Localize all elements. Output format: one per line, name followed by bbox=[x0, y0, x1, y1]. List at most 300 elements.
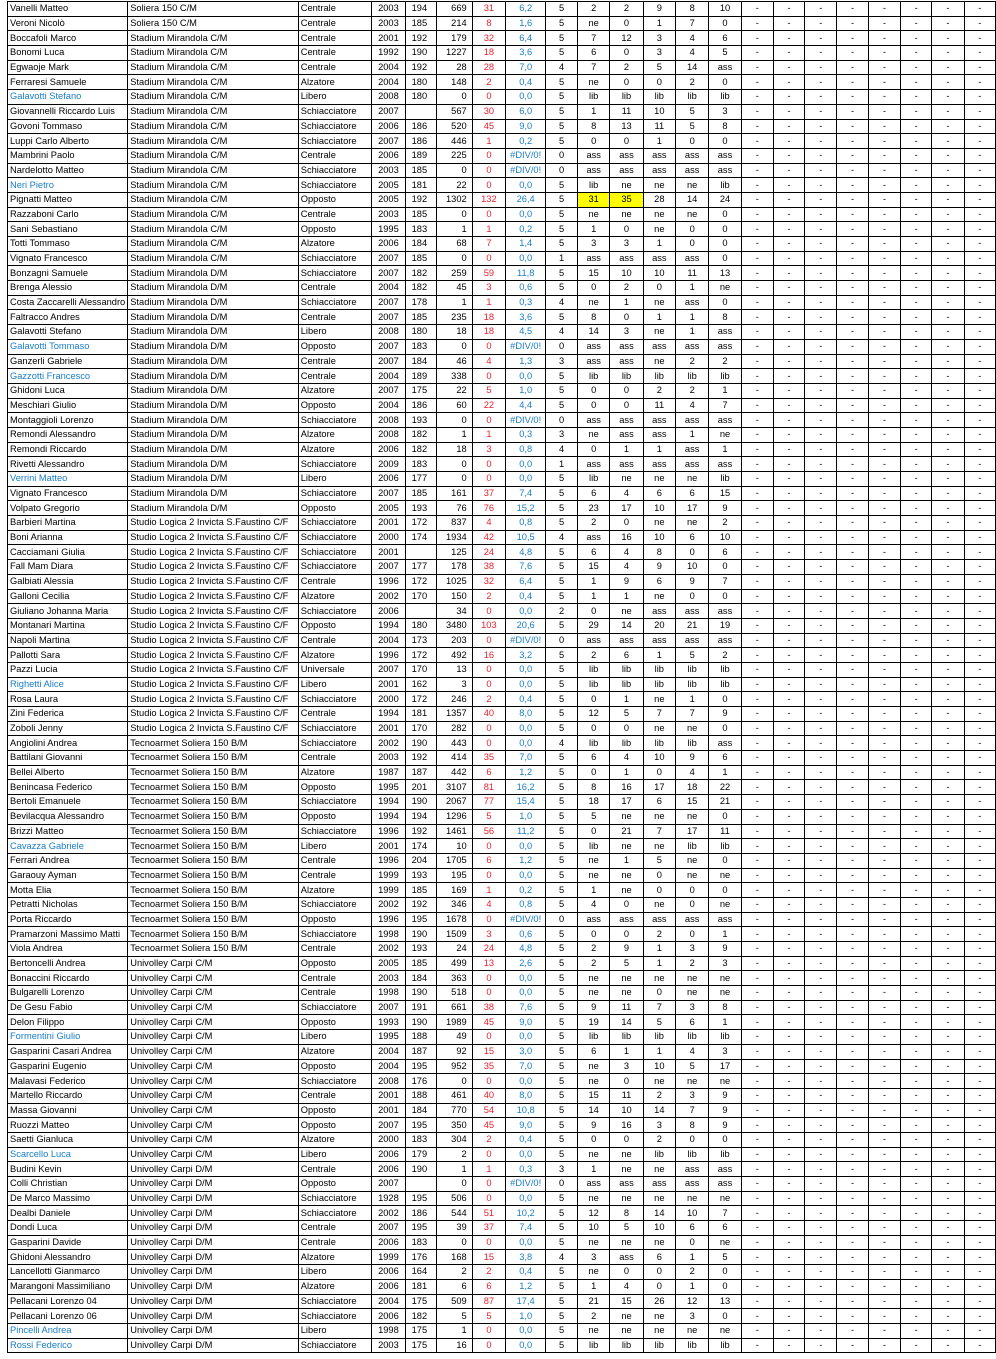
game-2-cell: ne bbox=[610, 1147, 643, 1162]
height-cell: 182 bbox=[405, 266, 436, 281]
empty-stat-cell: - bbox=[773, 1177, 804, 1192]
empty-stat-cell: - bbox=[868, 486, 900, 501]
year-cell: 2001 bbox=[372, 516, 405, 531]
empty-stat-cell: - bbox=[741, 90, 773, 105]
height-cell: 162 bbox=[405, 677, 436, 692]
average-cell: 0,2 bbox=[506, 222, 546, 237]
player-name-cell: Ghidoni Luca bbox=[8, 383, 128, 398]
game-3-cell: 5 bbox=[643, 1015, 675, 1030]
year-cell: 2007 bbox=[372, 310, 405, 325]
attacks-cell: 0 bbox=[472, 1030, 505, 1045]
empty-stat-cell: - bbox=[868, 883, 900, 898]
height-cell: 195 bbox=[405, 1191, 436, 1206]
table-row bbox=[8, 721, 996, 736]
game-2-cell: 16 bbox=[610, 780, 643, 795]
empty-stat-cell: - bbox=[868, 16, 900, 31]
empty-stat-cell: - bbox=[773, 325, 804, 340]
empty-stat-cell: - bbox=[837, 90, 868, 105]
average-cell: 7,4 bbox=[506, 486, 546, 501]
game-1-cell: 2 bbox=[577, 648, 609, 663]
game-3-cell: 10 bbox=[643, 104, 675, 119]
attacks-cell: 0 bbox=[472, 178, 505, 193]
empty-stat-cell: - bbox=[932, 574, 964, 589]
empty-stat-cell: - bbox=[900, 1265, 931, 1280]
empty-stat-cell: - bbox=[964, 16, 995, 31]
matches-cell: 4 bbox=[546, 60, 578, 75]
game-5-cell: 11 bbox=[709, 824, 741, 839]
empty-stat-cell: - bbox=[964, 1235, 995, 1250]
empty-stat-cell: - bbox=[932, 604, 964, 619]
empty-stat-cell: - bbox=[900, 839, 931, 854]
attacks-cell: 4 bbox=[472, 516, 505, 531]
game-4-cell: 3 bbox=[676, 1088, 709, 1103]
height-cell: 191 bbox=[405, 1000, 436, 1015]
empty-stat-cell: - bbox=[805, 119, 837, 134]
empty-stat-cell: - bbox=[837, 237, 868, 252]
game-1-cell: 12 bbox=[577, 707, 609, 722]
empty-stat-cell: - bbox=[964, 1294, 995, 1309]
game-3-cell: 10 bbox=[643, 266, 675, 281]
empty-stat-cell: - bbox=[900, 1044, 931, 1059]
empty-stat-cell: - bbox=[964, 1309, 995, 1324]
empty-stat-cell: - bbox=[900, 1250, 931, 1265]
empty-stat-cell: - bbox=[868, 1000, 900, 1015]
team-cell: Stadium Mirandola D/M bbox=[128, 295, 299, 310]
empty-stat-cell: - bbox=[932, 60, 964, 75]
total-cell: 509 bbox=[437, 1294, 473, 1309]
empty-stat-cell: - bbox=[805, 530, 837, 545]
game-4-cell: 1 bbox=[676, 310, 709, 325]
year-cell: 2004 bbox=[372, 398, 405, 413]
game-2-cell: lib bbox=[610, 1030, 643, 1045]
matches-cell: 5 bbox=[546, 207, 578, 222]
empty-stat-cell: - bbox=[964, 339, 995, 354]
matches-cell: 3 bbox=[546, 1162, 578, 1177]
empty-stat-cell: - bbox=[900, 237, 931, 252]
matches-cell: 5 bbox=[546, 1221, 578, 1236]
game-5-cell: 5 bbox=[709, 1250, 741, 1265]
matches-cell: 1 bbox=[546, 457, 578, 472]
empty-stat-cell: - bbox=[932, 1015, 964, 1030]
empty-stat-cell: - bbox=[805, 633, 837, 648]
empty-stat-cell: - bbox=[868, 1088, 900, 1103]
attacks-cell: 0 bbox=[472, 1177, 505, 1192]
year-cell: 2003 bbox=[372, 2, 405, 17]
total-cell: 0 bbox=[437, 163, 473, 178]
height-cell: 192 bbox=[405, 751, 436, 766]
matches-cell: 5 bbox=[546, 986, 578, 1001]
empty-stat-cell: - bbox=[773, 1088, 804, 1103]
empty-stat-cell: - bbox=[773, 809, 804, 824]
empty-stat-cell: - bbox=[837, 442, 868, 457]
game-5-cell: 0 bbox=[709, 1309, 741, 1324]
year-cell: 2006 bbox=[372, 119, 405, 134]
empty-stat-cell: - bbox=[805, 383, 837, 398]
empty-stat-cell: - bbox=[773, 707, 804, 722]
player-name-cell: Faltracco Andres bbox=[8, 310, 128, 325]
matches-cell: 4 bbox=[546, 736, 578, 751]
game-4-cell: 8 bbox=[676, 2, 709, 17]
team-cell: Stadium Mirandola D/M bbox=[128, 472, 299, 487]
game-2-cell: ass bbox=[610, 633, 643, 648]
empty-stat-cell: - bbox=[868, 1059, 900, 1074]
table-row bbox=[8, 1118, 996, 1133]
game-3-cell: ne bbox=[643, 1162, 675, 1177]
empty-stat-cell: - bbox=[964, 721, 995, 736]
team-cell: Stadium Mirandola C/M bbox=[128, 222, 299, 237]
matches-cell: 0 bbox=[546, 633, 578, 648]
empty-stat-cell: - bbox=[868, 530, 900, 545]
empty-stat-cell: - bbox=[837, 192, 868, 207]
average-cell: 0,0 bbox=[506, 1074, 546, 1089]
empty-stat-cell: - bbox=[741, 633, 773, 648]
game-5-cell: 1 bbox=[709, 927, 741, 942]
empty-stat-cell: - bbox=[900, 310, 931, 325]
empty-stat-cell: - bbox=[805, 751, 837, 766]
table-row bbox=[8, 1015, 996, 1030]
game-1-cell: ass bbox=[577, 148, 609, 163]
empty-stat-cell: - bbox=[900, 369, 931, 384]
height-cell: 193 bbox=[405, 413, 436, 428]
table-row bbox=[8, 325, 996, 340]
game-3-cell: 2 bbox=[643, 1132, 675, 1147]
average-cell: 7,6 bbox=[506, 560, 546, 575]
empty-stat-cell: - bbox=[932, 1294, 964, 1309]
empty-stat-cell: - bbox=[773, 295, 804, 310]
player-name-cell: Meschiari Giulio bbox=[8, 398, 128, 413]
average-cell: 6,2 bbox=[506, 2, 546, 17]
average-cell: 16,2 bbox=[506, 780, 546, 795]
empty-stat-cell: - bbox=[964, 868, 995, 883]
average-cell: 6,0 bbox=[506, 104, 546, 119]
year-cell: 2007 bbox=[372, 251, 405, 266]
average-cell: 1,6 bbox=[506, 16, 546, 31]
matches-cell: 5 bbox=[546, 178, 578, 193]
game-3-cell: ass bbox=[643, 604, 675, 619]
game-3-cell: ne bbox=[643, 1323, 675, 1338]
game-5-cell: 0 bbox=[709, 16, 741, 31]
empty-stat-cell: - bbox=[900, 148, 931, 163]
empty-stat-cell: - bbox=[964, 1162, 995, 1177]
empty-stat-cell: - bbox=[932, 765, 964, 780]
empty-stat-cell: - bbox=[741, 325, 773, 340]
empty-stat-cell: - bbox=[868, 163, 900, 178]
empty-stat-cell: - bbox=[741, 442, 773, 457]
game-1-cell: 8 bbox=[577, 780, 609, 795]
empty-stat-cell: - bbox=[773, 1030, 804, 1045]
empty-stat-cell: - bbox=[837, 1103, 868, 1118]
game-1-cell: 2 bbox=[577, 516, 609, 531]
empty-stat-cell: - bbox=[805, 574, 837, 589]
empty-stat-cell: - bbox=[932, 809, 964, 824]
empty-stat-cell: - bbox=[805, 545, 837, 560]
game-4-cell: lib bbox=[676, 662, 709, 677]
game-2-cell: 3 bbox=[610, 237, 643, 252]
game-1-cell: ass bbox=[577, 354, 609, 369]
game-5-cell: ass bbox=[709, 604, 741, 619]
year-cell: 1996 bbox=[372, 824, 405, 839]
table-row bbox=[8, 1191, 996, 1206]
attacks-cell: 40 bbox=[472, 1088, 505, 1103]
year-cell: 2005 bbox=[372, 501, 405, 516]
player-name-cell: Vanelli Matteo bbox=[8, 2, 128, 17]
game-2-cell: 4 bbox=[610, 486, 643, 501]
game-3-cell: 14 bbox=[643, 1103, 675, 1118]
total-cell: 18 bbox=[437, 325, 473, 340]
year-cell: 2002 bbox=[372, 942, 405, 957]
player-name-cell: Govoni Tommaso bbox=[8, 119, 128, 134]
empty-stat-cell: - bbox=[837, 839, 868, 854]
game-4-cell: 0 bbox=[676, 927, 709, 942]
game-4-cell: 0 bbox=[676, 1235, 709, 1250]
empty-stat-cell: - bbox=[837, 824, 868, 839]
average-cell: 0,6 bbox=[506, 927, 546, 942]
empty-stat-cell: - bbox=[773, 369, 804, 384]
empty-stat-cell: - bbox=[805, 662, 837, 677]
empty-stat-cell: - bbox=[900, 721, 931, 736]
empty-stat-cell: - bbox=[932, 1206, 964, 1221]
role-cell: Libero bbox=[298, 1265, 371, 1280]
game-1-cell: ne bbox=[577, 1265, 609, 1280]
empty-stat-cell: - bbox=[964, 104, 995, 119]
game-2-cell: ass bbox=[610, 457, 643, 472]
empty-stat-cell: - bbox=[805, 692, 837, 707]
empty-stat-cell: - bbox=[741, 237, 773, 252]
game-4-cell: 2 bbox=[676, 1265, 709, 1280]
empty-stat-cell: - bbox=[773, 1221, 804, 1236]
average-cell: 8,0 bbox=[506, 707, 546, 722]
game-1-cell: 0 bbox=[577, 824, 609, 839]
empty-stat-cell: - bbox=[741, 516, 773, 531]
empty-stat-cell: - bbox=[741, 1162, 773, 1177]
year-cell: 2008 bbox=[372, 1074, 405, 1089]
matches-cell: 5 bbox=[546, 1147, 578, 1162]
average-cell: 0,2 bbox=[506, 134, 546, 149]
matches-cell: 5 bbox=[546, 1000, 578, 1015]
empty-stat-cell: - bbox=[900, 707, 931, 722]
game-3-cell: lib bbox=[643, 90, 675, 105]
game-4-cell: ne bbox=[676, 809, 709, 824]
role-cell: Alzatore bbox=[298, 1044, 371, 1059]
empty-stat-cell: - bbox=[868, 1294, 900, 1309]
empty-stat-cell: - bbox=[900, 2, 931, 17]
height-cell: 204 bbox=[405, 853, 436, 868]
empty-stat-cell: - bbox=[805, 1177, 837, 1192]
year-cell: 2007 bbox=[372, 295, 405, 310]
game-3-cell: 1 bbox=[643, 16, 675, 31]
empty-stat-cell: - bbox=[932, 178, 964, 193]
empty-stat-cell: - bbox=[900, 1191, 931, 1206]
table-row bbox=[8, 1074, 996, 1089]
role-cell: Schiacciatore bbox=[298, 119, 371, 134]
empty-stat-cell: - bbox=[773, 192, 804, 207]
average-cell: 8,0 bbox=[506, 1088, 546, 1103]
empty-stat-cell: - bbox=[868, 1147, 900, 1162]
game-3-cell: 0 bbox=[643, 1279, 675, 1294]
empty-stat-cell: - bbox=[868, 677, 900, 692]
game-1-cell: 14 bbox=[577, 1103, 609, 1118]
empty-stat-cell: - bbox=[868, 295, 900, 310]
matches-cell: 5 bbox=[546, 883, 578, 898]
empty-stat-cell: - bbox=[932, 853, 964, 868]
empty-stat-cell: - bbox=[741, 956, 773, 971]
empty-stat-cell: - bbox=[964, 1074, 995, 1089]
game-4-cell: 4 bbox=[676, 1044, 709, 1059]
game-5-cell: 0 bbox=[709, 1132, 741, 1147]
game-4-cell: ass bbox=[676, 163, 709, 178]
role-cell: Libero bbox=[298, 839, 371, 854]
table-row bbox=[8, 1162, 996, 1177]
game-3-cell: 2 bbox=[643, 927, 675, 942]
empty-stat-cell: - bbox=[932, 413, 964, 428]
attacks-cell: 7 bbox=[472, 237, 505, 252]
game-1-cell: 1 bbox=[577, 574, 609, 589]
team-cell: Stadium Mirandola D/M bbox=[128, 266, 299, 281]
table-row bbox=[8, 60, 996, 75]
empty-stat-cell: - bbox=[868, 369, 900, 384]
empty-stat-cell: - bbox=[837, 148, 868, 163]
total-cell: 837 bbox=[437, 516, 473, 531]
empty-stat-cell: - bbox=[964, 1132, 995, 1147]
year-cell: 2007 bbox=[372, 266, 405, 281]
empty-stat-cell: - bbox=[932, 677, 964, 692]
game-1-cell: ne bbox=[577, 75, 609, 90]
table-row bbox=[8, 2, 996, 17]
year-cell: 2001 bbox=[372, 31, 405, 46]
game-3-cell: 9 bbox=[643, 2, 675, 17]
empty-stat-cell: - bbox=[964, 486, 995, 501]
empty-stat-cell: - bbox=[868, 589, 900, 604]
player-name-cell: Boni Arianna bbox=[8, 530, 128, 545]
game-3-cell: ne bbox=[643, 325, 675, 340]
team-cell: Studio Logica 2 Invicta S.Faustino C/F bbox=[128, 530, 299, 545]
game-4-cell: ass bbox=[676, 148, 709, 163]
total-cell: 16 bbox=[437, 1338, 473, 1353]
role-cell: Alzatore bbox=[298, 589, 371, 604]
empty-stat-cell: - bbox=[741, 589, 773, 604]
game-2-cell: ne bbox=[610, 1162, 643, 1177]
game-4-cell: 3 bbox=[676, 942, 709, 957]
total-cell: 203 bbox=[437, 633, 473, 648]
total-cell: 45 bbox=[437, 281, 473, 296]
table-row bbox=[8, 1323, 996, 1338]
empty-stat-cell: - bbox=[773, 178, 804, 193]
matches-cell: 5 bbox=[546, 721, 578, 736]
team-cell: Stadium Mirandola D/M bbox=[128, 427, 299, 442]
empty-stat-cell: - bbox=[773, 427, 804, 442]
game-3-cell: lib bbox=[643, 1147, 675, 1162]
table-row bbox=[8, 1250, 996, 1265]
empty-stat-cell: - bbox=[900, 765, 931, 780]
attacks-cell: 56 bbox=[472, 824, 505, 839]
total-cell: 0 bbox=[437, 90, 473, 105]
average-cell: 3,2 bbox=[506, 648, 546, 663]
game-1-cell: 0 bbox=[577, 927, 609, 942]
game-4-cell: 9 bbox=[676, 574, 709, 589]
matches-cell: 5 bbox=[546, 574, 578, 589]
matches-cell: 5 bbox=[546, 868, 578, 883]
game-5-cell: ne bbox=[709, 1235, 741, 1250]
empty-stat-cell: - bbox=[741, 339, 773, 354]
empty-stat-cell: - bbox=[837, 633, 868, 648]
empty-stat-cell: - bbox=[964, 1000, 995, 1015]
height-cell: 201 bbox=[405, 780, 436, 795]
height-cell: 185 bbox=[405, 310, 436, 325]
game-2-cell: ass bbox=[610, 339, 643, 354]
empty-stat-cell: - bbox=[837, 1250, 868, 1265]
game-2-cell: 0 bbox=[610, 721, 643, 736]
empty-stat-cell: - bbox=[805, 809, 837, 824]
empty-stat-cell: - bbox=[868, 751, 900, 766]
empty-stat-cell: - bbox=[900, 560, 931, 575]
game-1-cell: ass bbox=[577, 251, 609, 266]
team-cell: Studio Logica 2 Invicta S.Faustino C/F bbox=[128, 648, 299, 663]
empty-stat-cell: - bbox=[868, 281, 900, 296]
empty-stat-cell: - bbox=[741, 839, 773, 854]
empty-stat-cell: - bbox=[805, 942, 837, 957]
empty-stat-cell: - bbox=[868, 1132, 900, 1147]
empty-stat-cell: - bbox=[741, 1015, 773, 1030]
empty-stat-cell: - bbox=[932, 912, 964, 927]
empty-stat-cell: - bbox=[773, 516, 804, 531]
role-cell: Centrale bbox=[298, 207, 371, 222]
average-cell: 26,4 bbox=[506, 192, 546, 207]
game-5-cell: ass bbox=[709, 339, 741, 354]
empty-stat-cell: - bbox=[837, 677, 868, 692]
empty-stat-cell: - bbox=[773, 765, 804, 780]
game-3-cell: 2 bbox=[643, 383, 675, 398]
empty-stat-cell: - bbox=[805, 1074, 837, 1089]
attacks-cell: 45 bbox=[472, 1118, 505, 1133]
empty-stat-cell: - bbox=[932, 868, 964, 883]
empty-stat-cell: - bbox=[932, 1279, 964, 1294]
average-cell: 0,0 bbox=[506, 1323, 546, 1338]
empty-stat-cell: - bbox=[741, 809, 773, 824]
table-row bbox=[8, 1059, 996, 1074]
total-cell: 259 bbox=[437, 266, 473, 281]
empty-stat-cell: - bbox=[932, 1118, 964, 1133]
game-3-cell: ne bbox=[643, 692, 675, 707]
role-cell: Libero bbox=[298, 1147, 371, 1162]
game-2-cell: 21 bbox=[610, 824, 643, 839]
game-2-cell: 1 bbox=[610, 765, 643, 780]
empty-stat-cell: - bbox=[900, 457, 931, 472]
total-cell: 1 bbox=[437, 427, 473, 442]
height-cell bbox=[405, 1177, 436, 1192]
empty-stat-cell: - bbox=[805, 325, 837, 340]
empty-stat-cell: - bbox=[868, 472, 900, 487]
team-cell: Stadium Mirandola D/M bbox=[128, 369, 299, 384]
table-row bbox=[8, 134, 996, 149]
role-cell: Alzatore bbox=[298, 383, 371, 398]
empty-stat-cell: - bbox=[741, 1088, 773, 1103]
empty-stat-cell: - bbox=[932, 1265, 964, 1280]
game-2-cell: 16 bbox=[610, 1118, 643, 1133]
game-4-cell: 5 bbox=[676, 119, 709, 134]
matches-cell: 2 bbox=[546, 604, 578, 619]
game-3-cell: ne bbox=[643, 207, 675, 222]
empty-stat-cell: - bbox=[900, 472, 931, 487]
empty-stat-cell: - bbox=[932, 148, 964, 163]
empty-stat-cell: - bbox=[900, 530, 931, 545]
empty-stat-cell: - bbox=[964, 530, 995, 545]
game-3-cell: lib bbox=[643, 677, 675, 692]
team-cell: Univolley Carpi C/M bbox=[128, 956, 299, 971]
matches-cell: 5 bbox=[546, 897, 578, 912]
team-cell: Stadium Mirandola C/M bbox=[128, 192, 299, 207]
game-4-cell: 4 bbox=[676, 46, 709, 61]
table-row bbox=[8, 956, 996, 971]
